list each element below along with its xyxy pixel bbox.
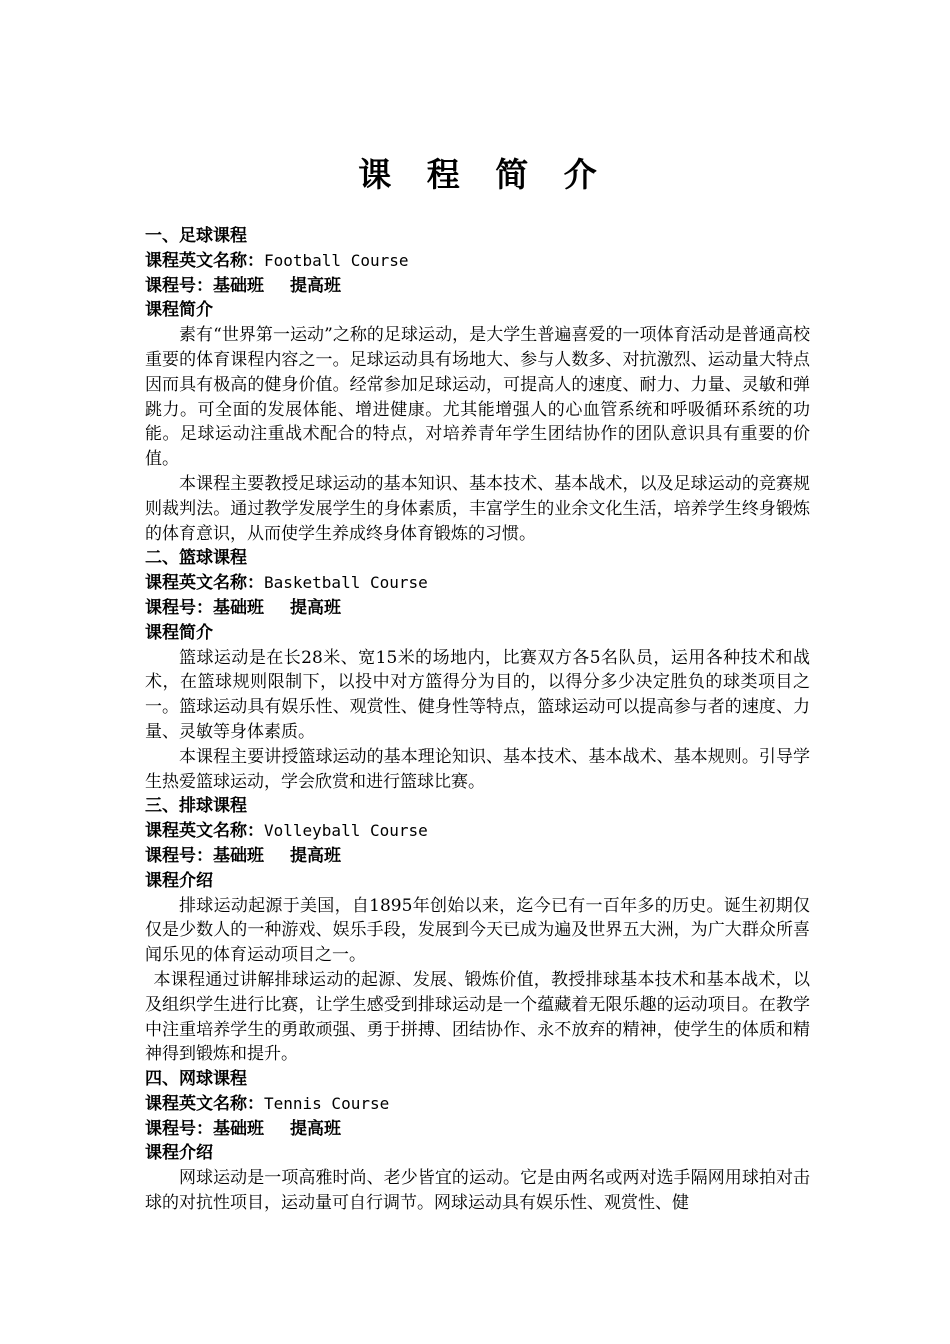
intro-paragraph: 篮球运动是在长28米、宽15米的场地内，比赛双方各5名队员，运用各种技术和战术，在篮球规则限制下，以投中对方篮得分为目的，以得分多少决定胜负的球类项目之一。篮球运动具有娱乐性、观赏性、健身性等特点，篮球运动可以提高参与者的速度、力量、灵敏等身体素质。: [145, 647, 810, 742]
english-name-value: Football Course: [264, 250, 409, 270]
intro-paragraph: 本课程主要教授足球运动的基本知识、基本技术、基本战术，以及足球运动的竞赛规则裁判法。通过教学发展学生的身体素质，丰富学生的业余文化生活，培养学生终身锻炼的体育意识，从而使学生养成终身体育锻炼的习惯。: [145, 473, 810, 544]
english-name-label: 课程英文名称：: [145, 250, 264, 271]
intro-label: 课程介绍: [145, 1143, 213, 1164]
intro-label: 课程介绍: [145, 870, 213, 891]
course-code-label: 课程号：: [145, 1118, 213, 1139]
course-code-label: 课程号：: [145, 597, 213, 618]
section-basketball: [145, 546, 810, 794]
section-heading: 一、足球课程: [145, 226, 247, 246]
class-basic: 基础班: [213, 275, 264, 296]
class-basic: 基础班: [213, 597, 264, 618]
intro-label: 课程简介: [145, 300, 213, 321]
english-name-row: [145, 249, 810, 274]
course-code-label: 课程号：: [145, 845, 213, 866]
section-heading: 三、排球课程: [145, 796, 247, 817]
class-advanced: 提高班: [290, 597, 341, 618]
class-advanced: 提高班: [290, 845, 341, 866]
section-heading: 二、篮球课程: [145, 548, 247, 569]
class-advanced: 提高班: [290, 275, 341, 296]
class-advanced: 提高班: [290, 1118, 341, 1139]
english-name-label: 课程英文名称：: [145, 821, 264, 842]
english-name-label: 课程英文名称：: [145, 573, 264, 594]
document-page: [145, 150, 810, 1216]
intro-paragraph: 网球运动是一项高雅时尚、老少皆宜的运动。它是由两名或两对选手隔网用球拍对击球的对抗性项目，运动量可自行调节。网球运动具有娱乐性、观赏性、健: [145, 1168, 810, 1214]
page-title: 课 程 简 介: [358, 155, 609, 194]
intro-paragraph: 本课程主要讲授篮球运动的基本理论知识、基本技术、基本战术、基本规则。引导学生热爱篮球运动，学会欣赏和进行篮球比赛。: [145, 746, 810, 792]
class-basic: 基础班: [213, 845, 264, 866]
course-code-row: [145, 596, 810, 621]
english-name-label: 课程英文名称：: [145, 1093, 264, 1114]
course-code-row: [145, 1117, 810, 1142]
english-name-row: [145, 571, 810, 596]
section-volleyball: [145, 794, 810, 1067]
english-name-row: [145, 1092, 810, 1117]
english-name-row: [145, 819, 810, 844]
english-name-value: Tennis Course: [264, 1093, 390, 1113]
course-code-row: [145, 844, 810, 869]
intro-paragraph: 素有“世界第一运动”之称的足球运动，是大学生普遍喜爱的一项体育活动是普通高校重要的体育课程内容之一。足球运动具有场地大、参与人数多、对抗激烈、运动量大特点因而具有极高的健身价值。经常参加足球运动，可提高人的速度、耐力、力量、灵敏和弹跳力。可全面的发展体能、增进健康。尤其能增强人的心血管系统和呼吸循环系统的功能。足球运动注重战术配合的特点，对培养青年学生团结协作的团队意识具有重要的价值。: [145, 325, 810, 470]
section-football: [145, 224, 810, 546]
section-heading: 四、网球课程: [145, 1069, 247, 1090]
course-code-label: 课程号：: [145, 275, 213, 296]
intro-label: 课程简介: [145, 622, 213, 643]
course-code-row: [145, 274, 810, 299]
section-tennis: [145, 1067, 810, 1216]
class-basic: 基础班: [213, 1118, 264, 1139]
english-name-value: Volleyball Course: [264, 821, 428, 841]
english-name-value: Basketball Course: [264, 573, 428, 593]
intro-paragraph: 排球运动起源于美国，自1895年创始以来，迄今已有一百年多的历史。诞生初期仅仅是少数人的一种游戏、娱乐手段，发展到今天已成为遍及世界五大洲，为广大群众所喜闻乐见的体育运动项目之一。: [145, 895, 810, 966]
intro-paragraph: 本课程通过讲解排球运动的起源、发展、锻炼价值，教授排球基本技术和基本战术，以及组织学生进行比赛，让学生感受到排球运动是一个蕴藏着无限乐趣的运动项目。在教学中注重培养学生的勇敢顽强、勇于拼搏、团结协作、永不放弃的精神，使学生的体质和精神得到锻炼和提升。: [145, 969, 810, 1065]
